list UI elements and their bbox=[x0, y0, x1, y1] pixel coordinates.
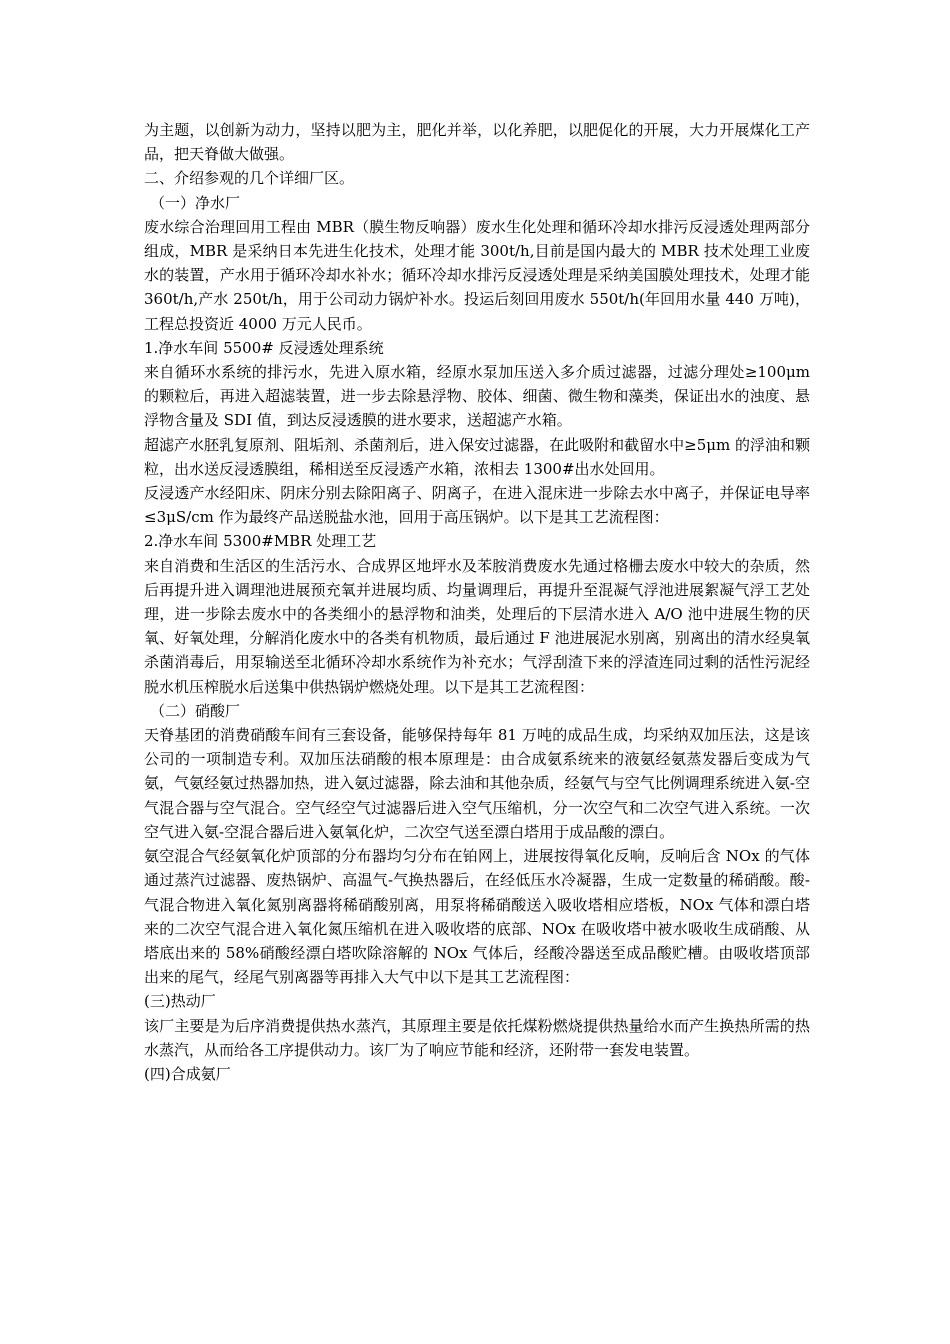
heading-mbr-process: 2.净水车间 5300#MBR 处理工艺 bbox=[144, 532, 377, 551]
subsection-heading-water-plant: （一）净水厂 bbox=[150, 193, 241, 212]
heading-ro-system: 1.净水车间 5500# 反浸透处理系统 bbox=[144, 338, 384, 357]
document-page bbox=[144, 118, 810, 1086]
paragraph-ro-step-3: 反浸透产水经阳床、阴床分别去除阳离子、阴离子，在进入混床进一步除去水中离子，并保证电导率≤3μS/cm 作为最终产品送脱盐水池，回用于高压锅炉。以下是其工艺流程图： bbox=[144, 484, 810, 527]
paragraph-mbr-process: 来自消费和生活区的生活污水、合成界区地坪水及苯胺消费废水先通过格栅去废水中较大的杂质，然后再提升进入调理池进展预充氧并进展均质、均量调理后，再提升至混凝气浮池进展絮凝气浮工艺处理，进一步除去废水中的各类细小的悬浮物和油类，处理后的下层清水进入 A/O 池中进展生物的厌氧、好氧处理，分解消化废水中的各类有机物质，最后通过 F 池进展泥水别离，别离出的清水经臭氧杀菌消毒后，用泵输送至北循环冷却水系统作为补充水；气浮刮渣下来的浮渣连同过剩的活性污泥经脱水机压榨脱水后送集中供热锅炉燃烧处理。以下是其工艺流程图： bbox=[144, 556, 810, 696]
paragraph-ro-step-1: 来自循环水系统的排污水，先进入原水箱，经原水泵加压送入多介质过滤器，过滤分理处≥100μm 的颗粒后，再进入超滤装置，进一步去除悬浮物、胶体、细菌、微生物和藻类，保证出水的浊度、悬浮物含量及 SDI 值，到达反浸透膜的进水要求，送超滤产水箱。 bbox=[144, 363, 810, 430]
paragraph-ro-step-2: 超滤产水胚乳复原剂、阻垢剂、杀菌剂后，进入保安过滤器，在此吸附和截留水中≥5μm 的浮油和颗粒，出水送反浸透膜组，稀相送至反浸透产水箱，浓相去 1300#出水处回用。 bbox=[144, 435, 810, 478]
paragraph-intro-continuation: 为主题，以创新为动力，坚持以肥为主，肥化并举，以化养肥，以肥促化的开展，大力开展煤化工产品，把天脊做大做强。 bbox=[144, 121, 810, 164]
subsection-heading-ammonia-plant: (四)合成氨厂 bbox=[144, 1064, 231, 1083]
subsection-heading-nitric-acid-plant: （二）硝酸厂 bbox=[150, 701, 241, 720]
subsection-heading-thermal-plant: (三)热动厂 bbox=[144, 992, 216, 1011]
paragraph-thermal-plant: 该厂主要是为后序消费提供热水蒸汽，其原理主要是依托煤粉燃烧提供热量给水而产生换热所需的热水蒸汽，从而给各工序提供动力。该厂为了响应节能和经济，还附带一套发电装置。 bbox=[144, 1016, 810, 1059]
section-heading-plants: 二、介绍参观的几个详细厂区。 bbox=[144, 169, 355, 188]
paragraph-water-plant-overview: 废水综合治理回用工程由 MBR（膜生物反响器）废水生化处理和循环冷却水排污反浸透处理两部分组成，MBR 是采纳日本先进生化技术，处理才能 300t/h,目前是国内最大的 MBR 技术处理工业废水的装置，产水用于循环冷却水补水；循环冷却水排污反浸透处理是采纳美国膜处理技术，处理才能 360t/h,产水 250t/h，用于公司动力锅炉补水。投运后刻回用废水 550t/h(年回用水量 440 万吨)，工程总投资近 4000 万元人民币。 bbox=[144, 217, 810, 333]
paragraph-nitric-acid-principle: 天脊基团的消费硝酸车间有三套设备，能够保持每年 81 万吨的成品生成，均采纳双加压法，这是该公司的一项制造专利。双加压法硝酸的根本原理是：由合成氨系统来的液氨经氨蒸发器后变成为气氨，气氨经氨过热器加热，进入氨过滤器，除去油和其他杂质，经氨气与空气比例调理系统进入氨-空气混合器与空气混合。空气经空气过滤器后进入空气压缩机，分一次空气和二次空气进入系统。一次空气进入氨-空混合器后进入氨氧化炉，二次空气送至漂白塔用于成品酸的漂白。 bbox=[144, 726, 810, 841]
paragraph-nitric-acid-process: 氨空混合气经氨氧化炉顶部的分布器均匀分布在铂网上，进展按得氧化反响，反响后含 NOx 的气体通过蒸汽过滤器、废热锅炉、高温气-气换热器后，在经低压水冷凝器，生成一定数量的稀硝酸。酸-气混合物进入氧化氮别离器将稀硝酸别离，用泵将稀硝酸送入吸收塔相应塔板，NOx 气体和漂白塔来的二次空气混合进入氧化氮压缩机在进入吸收塔的底部、NOx 在吸收塔中被水吸收生成硝酸、从塔底出来的 58%硝酸经漂白塔吹除溶解的 NOx 气体后，经酸冷器送至成品酸贮槽。由吸收塔顶部出来的尾气，经尾气别离器等再排入大气中以下是其工艺流程图： bbox=[144, 847, 810, 987]
